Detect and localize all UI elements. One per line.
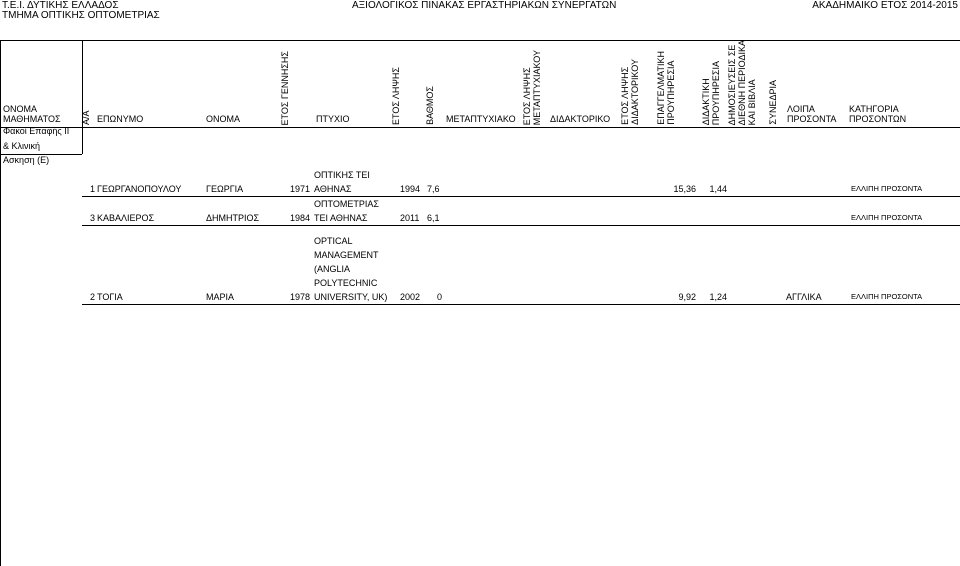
col-masters-year-line2: ΜΕΤΑΠΤΥΧΙΑΚΟΥ: [532, 49, 542, 125]
col-surname: ΕΠΩΝΥΜΟ: [97, 114, 144, 124]
col-category-line2: ΠΡΟΣΟΝΤΩΝ: [849, 114, 907, 124]
row-birth-year: 1978: [289, 292, 310, 302]
col-prof-exp-line2: ΠΡΟΥΠΗΡΕΣΙΑ: [666, 60, 676, 125]
row-degree-year: 1994: [400, 184, 421, 194]
col-phd-year-line2: ΔΙΔΑΚΤΟΡΙΚΟΥ: [630, 59, 640, 125]
col-publications-line1: ΔΗΜΟΣΙΕΥΣΕΙΣ ΣΕ: [727, 44, 737, 125]
col-grade: ΒΑΘΜΟΣ: [425, 86, 435, 125]
evaluation-table: [0, 40, 960, 566]
header-bottom-border: [0, 127, 960, 128]
table-top-border: [0, 40, 960, 41]
row-category: ΕΛΛΙΠΗ ΠΡΟΣΟΝΤΑ: [851, 184, 923, 193]
row-degree-line1: OPTICAL: [314, 236, 353, 246]
row-aa: 1: [89, 184, 95, 194]
row-degree-line1: ΟΠΤΙΚΗΣ ΤΕΙ: [314, 170, 370, 180]
col-publications: [727, 40, 757, 125]
institution-name: Τ.Ε.Ι. ΔΥΤΙΚΗΣ ΕΛΛΑΔΟΣ: [2, 0, 119, 11]
row-category: ΕΛΛΙΠΗ ΠΡΟΣΟΝΤΑ: [851, 213, 923, 222]
row-name: ΓΕΩΡΓΙΑ: [206, 184, 244, 194]
row-surname: ΓΕΩΡΓΑΝΟΠΟΥΛΟΥ: [97, 184, 182, 194]
col-degree: ΠΤΥΧΙΟ: [316, 114, 350, 124]
table-left-border: [0, 40, 1, 566]
course-name-line1: Φακοί Επαφής ΙΙ: [3, 126, 70, 136]
row-teach-exp: 1,24: [709, 292, 727, 302]
col-masters-year: [522, 50, 542, 125]
col-teach-exp-line1: ΔΙΔΑΚΤΙΚΗ: [701, 77, 711, 125]
table-title: ΑΞΙΟΛΟΓΙΚΟΣ ΠΙΝΑΚΑΣ ΕΡΓΑΣΤΗΡΙΑΚΩΝ ΣΥΝΕΡΓΑΤΩΝ: [352, 0, 617, 11]
col-publications-line2: ΔΙΕΘΝΗ ΠΕΡΙΟΔΙΚΑ: [737, 39, 747, 125]
col-other-line2: ΠΡΟΣΟΝΤΑ: [787, 114, 837, 124]
col-prof-exp-line1: ΕΠΑΓΓΕΛΜΑΤΙΚΗ: [656, 51, 666, 125]
col-degree-year: ΕΤΟΣ ΛΗΨΗΣ: [391, 67, 401, 125]
row-2-bottom-border: [82, 304, 960, 305]
col-conferences: ΣΥΝΕΔΡΙΑ: [768, 80, 778, 125]
row-degree-line4: POLYTECHNIC: [314, 278, 378, 288]
row-degree-year: 2011: [400, 213, 420, 223]
page-header: [0, 0, 960, 22]
col-category-line1: ΚΑΤΗΓΟΡΙΑ: [849, 104, 899, 114]
col-phd: ΔΙΔΑΚΤΟΡΙΚΟ: [550, 114, 611, 124]
row-birth-year: 1984: [289, 213, 310, 223]
row-prof-exp: 9,92: [678, 292, 696, 302]
row-name: ΜΑΡΙΑ: [206, 292, 235, 302]
row-name: ΔΗΜΗΤΡΙΟΣ: [206, 213, 260, 223]
academic-year: ΑΚΑΔΗΜΑΙΚΟ ΕΤΟΣ 2014-2015: [812, 0, 958, 11]
col-phd-year-line1: ΕΤΟΣ ΛΗΨΗΣ: [620, 67, 630, 125]
course-column-border: [82, 40, 83, 154]
col-other-line1: ΛΟΙΠΑ: [787, 104, 815, 114]
row-degree-line1: ΟΠΤΟΜΕΤΡΙΑΣ: [314, 199, 379, 209]
col-name: ΟΝΟΜΑ: [206, 114, 241, 124]
col-teach-exp-line2: ΠΡΟΥΠΗΡΕΣΙΑ: [711, 60, 721, 125]
col-publications-line3: ΚΑΙ ΒΙΒΛΙΑ: [747, 78, 757, 125]
col-masters-year-line1: ΕΤΟΣ ΛΗΨΗΣ: [522, 67, 532, 125]
row-1-bottom-border: [82, 196, 960, 197]
row-prof-exp: 15,36: [673, 184, 696, 194]
col-teach-exp: [701, 61, 721, 125]
row-degree-line2: ΑΘΗΝΑΣ: [314, 184, 352, 194]
row-grade: 7,6: [427, 184, 440, 194]
col-prof-exp: [656, 51, 676, 125]
row-degree-line2: MANAGEMENT: [314, 250, 379, 260]
col-phd-year: [620, 59, 640, 125]
row-grade: 6,1: [427, 213, 440, 223]
col-course-line2: ΜΑΘΗΜΑΤΟΣ: [3, 114, 61, 124]
department-name: ΤΜΗΜΑ ΟΠΤΙΚΗΣ ΟΠΤΟΜΕΤΡΙΑΣ: [2, 10, 160, 21]
row-aa: 2: [89, 292, 95, 302]
row-3-bottom-border: [82, 225, 960, 226]
col-birth-year: ΕΤΟΣ ΓΕΝΝΗΣΗΣ: [280, 50, 290, 125]
row-surname: ΚΑΒΑΛΙΕΡΟΣ: [97, 213, 155, 223]
course-name-line3: Ασκηση (Ε): [3, 155, 50, 165]
col-masters: ΜΕΤΑΠΤΥΧΙΑΚΟ: [446, 114, 516, 124]
row-aa: 3: [89, 213, 95, 223]
col-aa: Α/Α: [81, 110, 91, 125]
row-birth-year: 1971: [289, 184, 310, 194]
row-degree-line3: (ANGLIA: [314, 264, 351, 274]
row-other: ΑΓΓΛΙΚΑ: [786, 292, 822, 302]
row-grade: 0: [437, 292, 443, 302]
row-teach-exp: 1,44: [709, 184, 727, 194]
row-category: ΕΛΛΙΠΗ ΠΡΟΣΟΝΤΑ: [851, 292, 923, 301]
col-course-line1: ΟΝΟΜΑ: [3, 104, 38, 114]
course-name-line2: & Κλινική: [3, 141, 41, 151]
row-surname: ΤΟΓΙΑ: [97, 292, 123, 302]
row-degree-line2: ΤΕΙ ΑΘΗΝΑΣ: [314, 213, 368, 223]
row-degree-year: 2002: [400, 292, 421, 302]
row-degree-line5: UNIVERSITY, UK): [314, 292, 388, 302]
